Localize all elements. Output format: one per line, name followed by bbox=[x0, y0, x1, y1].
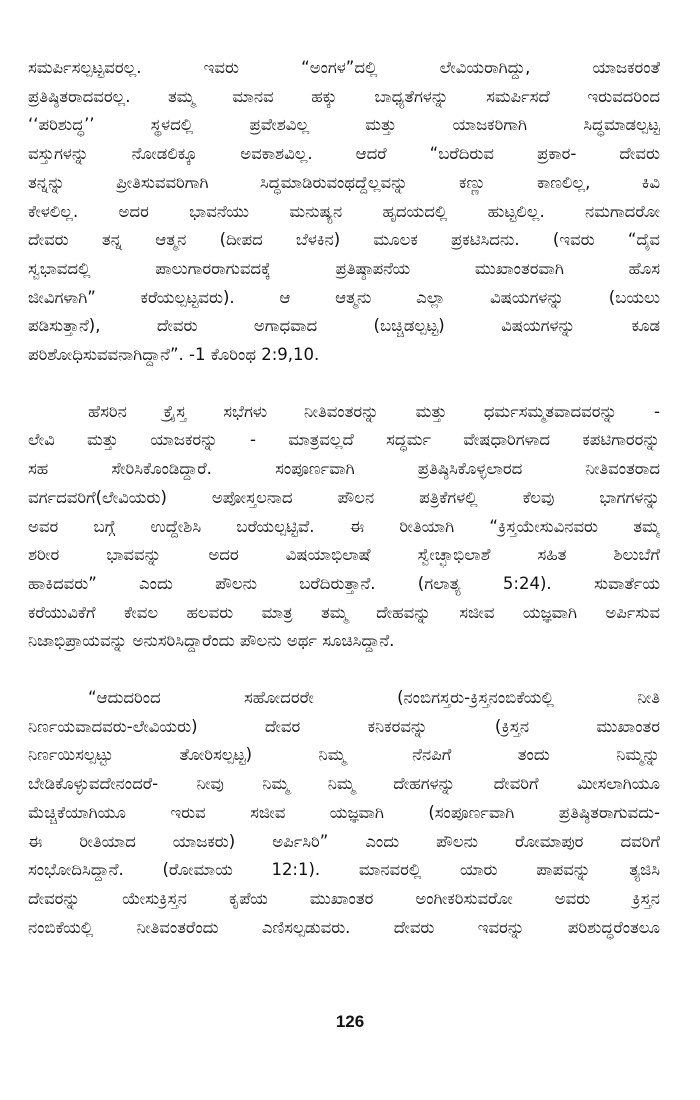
text-line: ವರ್ಗದವರಿಗೆ(ಲೇವಿಯರು) ಅಪೋಸ್ತಲನಾದ ಪೌಲನ ಪತ್ರಿಕೆಗಳಲ್ಲಿ ಕೆಲವು ಭಾಗಗಳನ್ನು bbox=[28, 487, 660, 507]
text-line: ‘‘ಪರಿಶುದ್ಧ’’ ಸ್ಥಳದಲ್ಲಿ ಪ್ರವೇಶವಿಲ್ಲ ಮತ್ತು ಯಾಜಕರಿಗಾಗಿ ಸಿದ್ಧಮಾಡಲ್ಪಟ್ಟ bbox=[28, 115, 660, 135]
text-line: ಪಡಿಸುತ್ತಾನೆ), ದೇವರು ಅಗಾಧವಾದ (ಬಚ್ಚಿಡಲ್ಪಟ್ಟ) ವಿಷಯಗಳನ್ನು ಕೂಡ bbox=[28, 316, 660, 336]
text-line: ಹೆಸರಿನ ಕ್ರೈಸ್ತ ಸಭೆಗಳು ನೀತಿವಂತರನ್ನು ಮತ್ತು ಧರ್ಮಸಮ್ಮತವಾದವರನ್ನು - bbox=[88, 401, 660, 421]
text-line: ಶರೀರ ಭಾವವನ್ನು ಅದರ ವಿಷಯಾಭಿಲಾಷೆ ಸ್ವೇಚ್ಛಾಭಿಲಾಶೆ ಸಹಿತ ಶಿಲುಬೆಗೆ bbox=[28, 545, 660, 565]
text-line: ಹಾಕಿದವರು” ಎಂದು ಪೌಲನು ಬರೆದಿರುತ್ತಾನೆ. (ಗಲಾತ್ಯ 5:24). ಸುವಾರ್ತೆಯ bbox=[28, 573, 660, 593]
text-line: ತನ್ನನ್ನು ಪ್ರೀತಿಸುವವರಿಗಾಗಿ ಸಿದ್ಧಮಾಡಿರುವಂಥದ್ದೆಲ್ಲವನ್ನು ಕಣ್ಣು ಕಾಣಲಿಲ್ಲ, ಕಿವಿ bbox=[28, 172, 660, 192]
text-line: ಪ್ರತಿಷ್ಠಿತರಾದವರಲ್ಲ. ತಮ್ಮ ಮಾನವ ಹಕ್ಕು ಬಾಧ್ಯತೆಗಳನ್ನು ಸಮರ್ಪಿಸದೆ ಇರುವದರಿಂದ bbox=[28, 86, 660, 106]
text-line: ದೇವರನ್ನು ಯೇಸುಕ್ರಿಸ್ತನ ಕೃಪೆಯ ಮುಖಾಂತರ ಅಂಗೀಕರಿಸುವರೋ ಅವರು ಕ್ರಿಸ್ತನ bbox=[28, 888, 660, 908]
text-line: ಪರಿಶೋಧಿಸುವವನಾಗಿದ್ದಾನೆ”. -1 ಕೊರಿಂಥ 2:9,10. bbox=[28, 345, 320, 365]
text-line: ಈ ರೀತಿಯಾದ ಯಾಜಕರು) ಅರ್ಪಿಸಿರಿ” ಎಂದು ಪೌಲನು ರೋಮಾಪುರ ದವರಿಗೆ bbox=[28, 831, 660, 851]
text-line: ಸ್ವಭಾವದಲ್ಲಿ ಪಾಲುಗಾರರಾಗುವದಕ್ಕೆ ಪ್ರತಿಷ್ಠಾಪನೆಯ ಮುಖಾಂತರವಾಗಿ ಹೊಸ bbox=[28, 258, 660, 278]
text-line: ನಿರ್ಣಯವಾದವರು-ಲೇವಿಯರು) ದೇವರ ಕನಿಕರವನ್ನು (ಕ್ರಿಸ್ತನ ಮುಖಾಂತರ bbox=[28, 716, 660, 736]
text-line: ನಂಬಿಕೆಯಲ್ಲಿ ನೀತಿವಂತರೆಂದು ಎಣಿಸಲ್ಪಡುವರು. ದೇವರು ಇವರನ್ನು ಪರಿಶುದ್ಧರೆಂತಲೂ bbox=[28, 917, 660, 937]
text-line: ಕರೆಯುವಿಕೆಗೆ ಕೇವಲ ಹಲವರು ಮಾತ್ರ ತಮ್ಮ ದೇಹವನ್ನು ಸಜೀವ ಯಜ್ಞವಾಗಿ ಅರ್ಪಿಸುವ bbox=[28, 602, 660, 622]
page-number: 126 bbox=[335, 1012, 365, 1031]
text-line: ಕೇಳಲಿಲ್ಲ. ಅದರ ಭಾವನೆಯು ಮನುಷ್ಯನ ಹೃದಯದಲ್ಲಿ ಹುಟ್ಟಲಿಲ್ಲ. ನಮಗಾದರೋ bbox=[28, 201, 660, 221]
paragraph-1 bbox=[28, 54, 660, 370]
text-line: ಮೆಚ್ಚಿಕೆಯಾಗಿಯೂ ಇರುವ ಸಜೀವ ಯಜ್ಞವಾಗಿ (ಸಂಪೂರ್ಣವಾಗಿ ಪ್ರತಿಷ್ಠಿತರಾಗುವದು- bbox=[28, 802, 660, 822]
text-line: ಸಹ ಸೇರಿಸಿಕೊಂಡಿದ್ದಾರೆ. ಸಂಪೂರ್ಣವಾಗಿ ಪ್ರತಿಷ್ಠಿಸಿಕೊಳ್ಳಲಾರದ ನೀತಿವಂತರಾದ bbox=[28, 459, 660, 479]
paragraph-3 bbox=[28, 684, 660, 942]
text-line: ಅವರ ಬಗ್ಗೆ ಉದ್ದೇಶಿಸಿ ಬರೆಯಲ್ಪಟ್ಟಿವೆ. ಈ ರೀತಿಯಾಗಿ “ಕ್ರಿಸ್ತಯೇಸುವಿನವರು ತಮ್ಮ bbox=[28, 516, 660, 536]
text-line: ಲೇವಿ ಮತ್ತು ಯಾಜಕರನ್ನು - ಮಾತ್ರವಲ್ಲದೆ ಸದ್ಧರ್ಮ ವೇಷಧಾರಿಗಳಾದ ಕಪಟಿಗಾರರನ್ನು bbox=[28, 430, 660, 450]
text-line: “ಆದುದರಿಂದ ಸಹೋದರರೇ (ನಂಬಿಗಸ್ತರು-ಕ್ರಿಸ್ತನಂಬಿಕೆಯಲ್ಲಿ ನೀತಿ bbox=[88, 688, 660, 708]
text-line: ಸಮರ್ಪಿಸಲ್ಪಟ್ಟವರಲ್ಲ. ಇವರು “ಅಂಗಳ”ದಲ್ಲಿ ಲೇವಿಯರಾಗಿದ್ದು, ಯಾಜಕರಂತೆ bbox=[28, 58, 660, 77]
text-line: ಬೇಡಿಕೊಳ್ಳುವದೇನಂದರೆ- ನೀವು ನಿಮ್ಮ ನಿಮ್ಮ ದೇಹಗಳನ್ನು ದೇವರಿಗೆ ಮೀಸಲಾಗಿಯೂ bbox=[28, 774, 660, 794]
text-line: ನಿರ್ಣಯಿಸಲ್ಪಟ್ಟು ತೋರಿಸಲ್ಪಟ್ಟ) ನಿಮ್ಮ ನೆನಪಿಗೆ ತಂದು ನಿಮ್ಮನ್ನು bbox=[28, 745, 660, 765]
text-line: ದೇವರು ತನ್ನ ಆತ್ಮನ (ದೀಪದ ಬೆಳಕಿನ) ಮೂಲಕ ಪ್ರಕಟಿಸಿದನು. (ಇವರು “ದೈವ bbox=[28, 230, 660, 250]
text-line: ವಸ್ತುಗಳನ್ನು ನೋಡಲಿಕ್ಕೂ ಅವಕಾಶವಿಲ್ಲ. ಆದರೆ “ಬರೆದಿರುವ ಪ್ರಕಾರ- ದೇವರು bbox=[28, 144, 660, 164]
paragraph-2 bbox=[28, 398, 660, 656]
text-line: ಜೀವಿಗಳಾಗಿ” ಕರೆಯಲ್ಪಟ್ಟವರು). ಆ ಆತ್ಮನು ಎಲ್ಲಾ ವಿಷಯಗಳನ್ನು (ಬಯಲು bbox=[28, 287, 660, 307]
text-line: ಸಂಭೋದಿಸಿದ್ದಾನೆ. (ರೋಮಾಯ 12:1). ಮಾನವರಲ್ಲಿ ಯಾರು ಪಾಪವನ್ನು ತ್ಯಜಿಸಿ bbox=[28, 860, 660, 880]
text-line: ನಿಜಾಭಿಪ್ರಾಯವನ್ನು ಅನುಸರಿಸಿದ್ದಾರೆಂದು ಪೌಲನು ಅರ್ಥ ಸೂಚಿಸಿದ್ದಾನೆ. bbox=[28, 631, 395, 651]
